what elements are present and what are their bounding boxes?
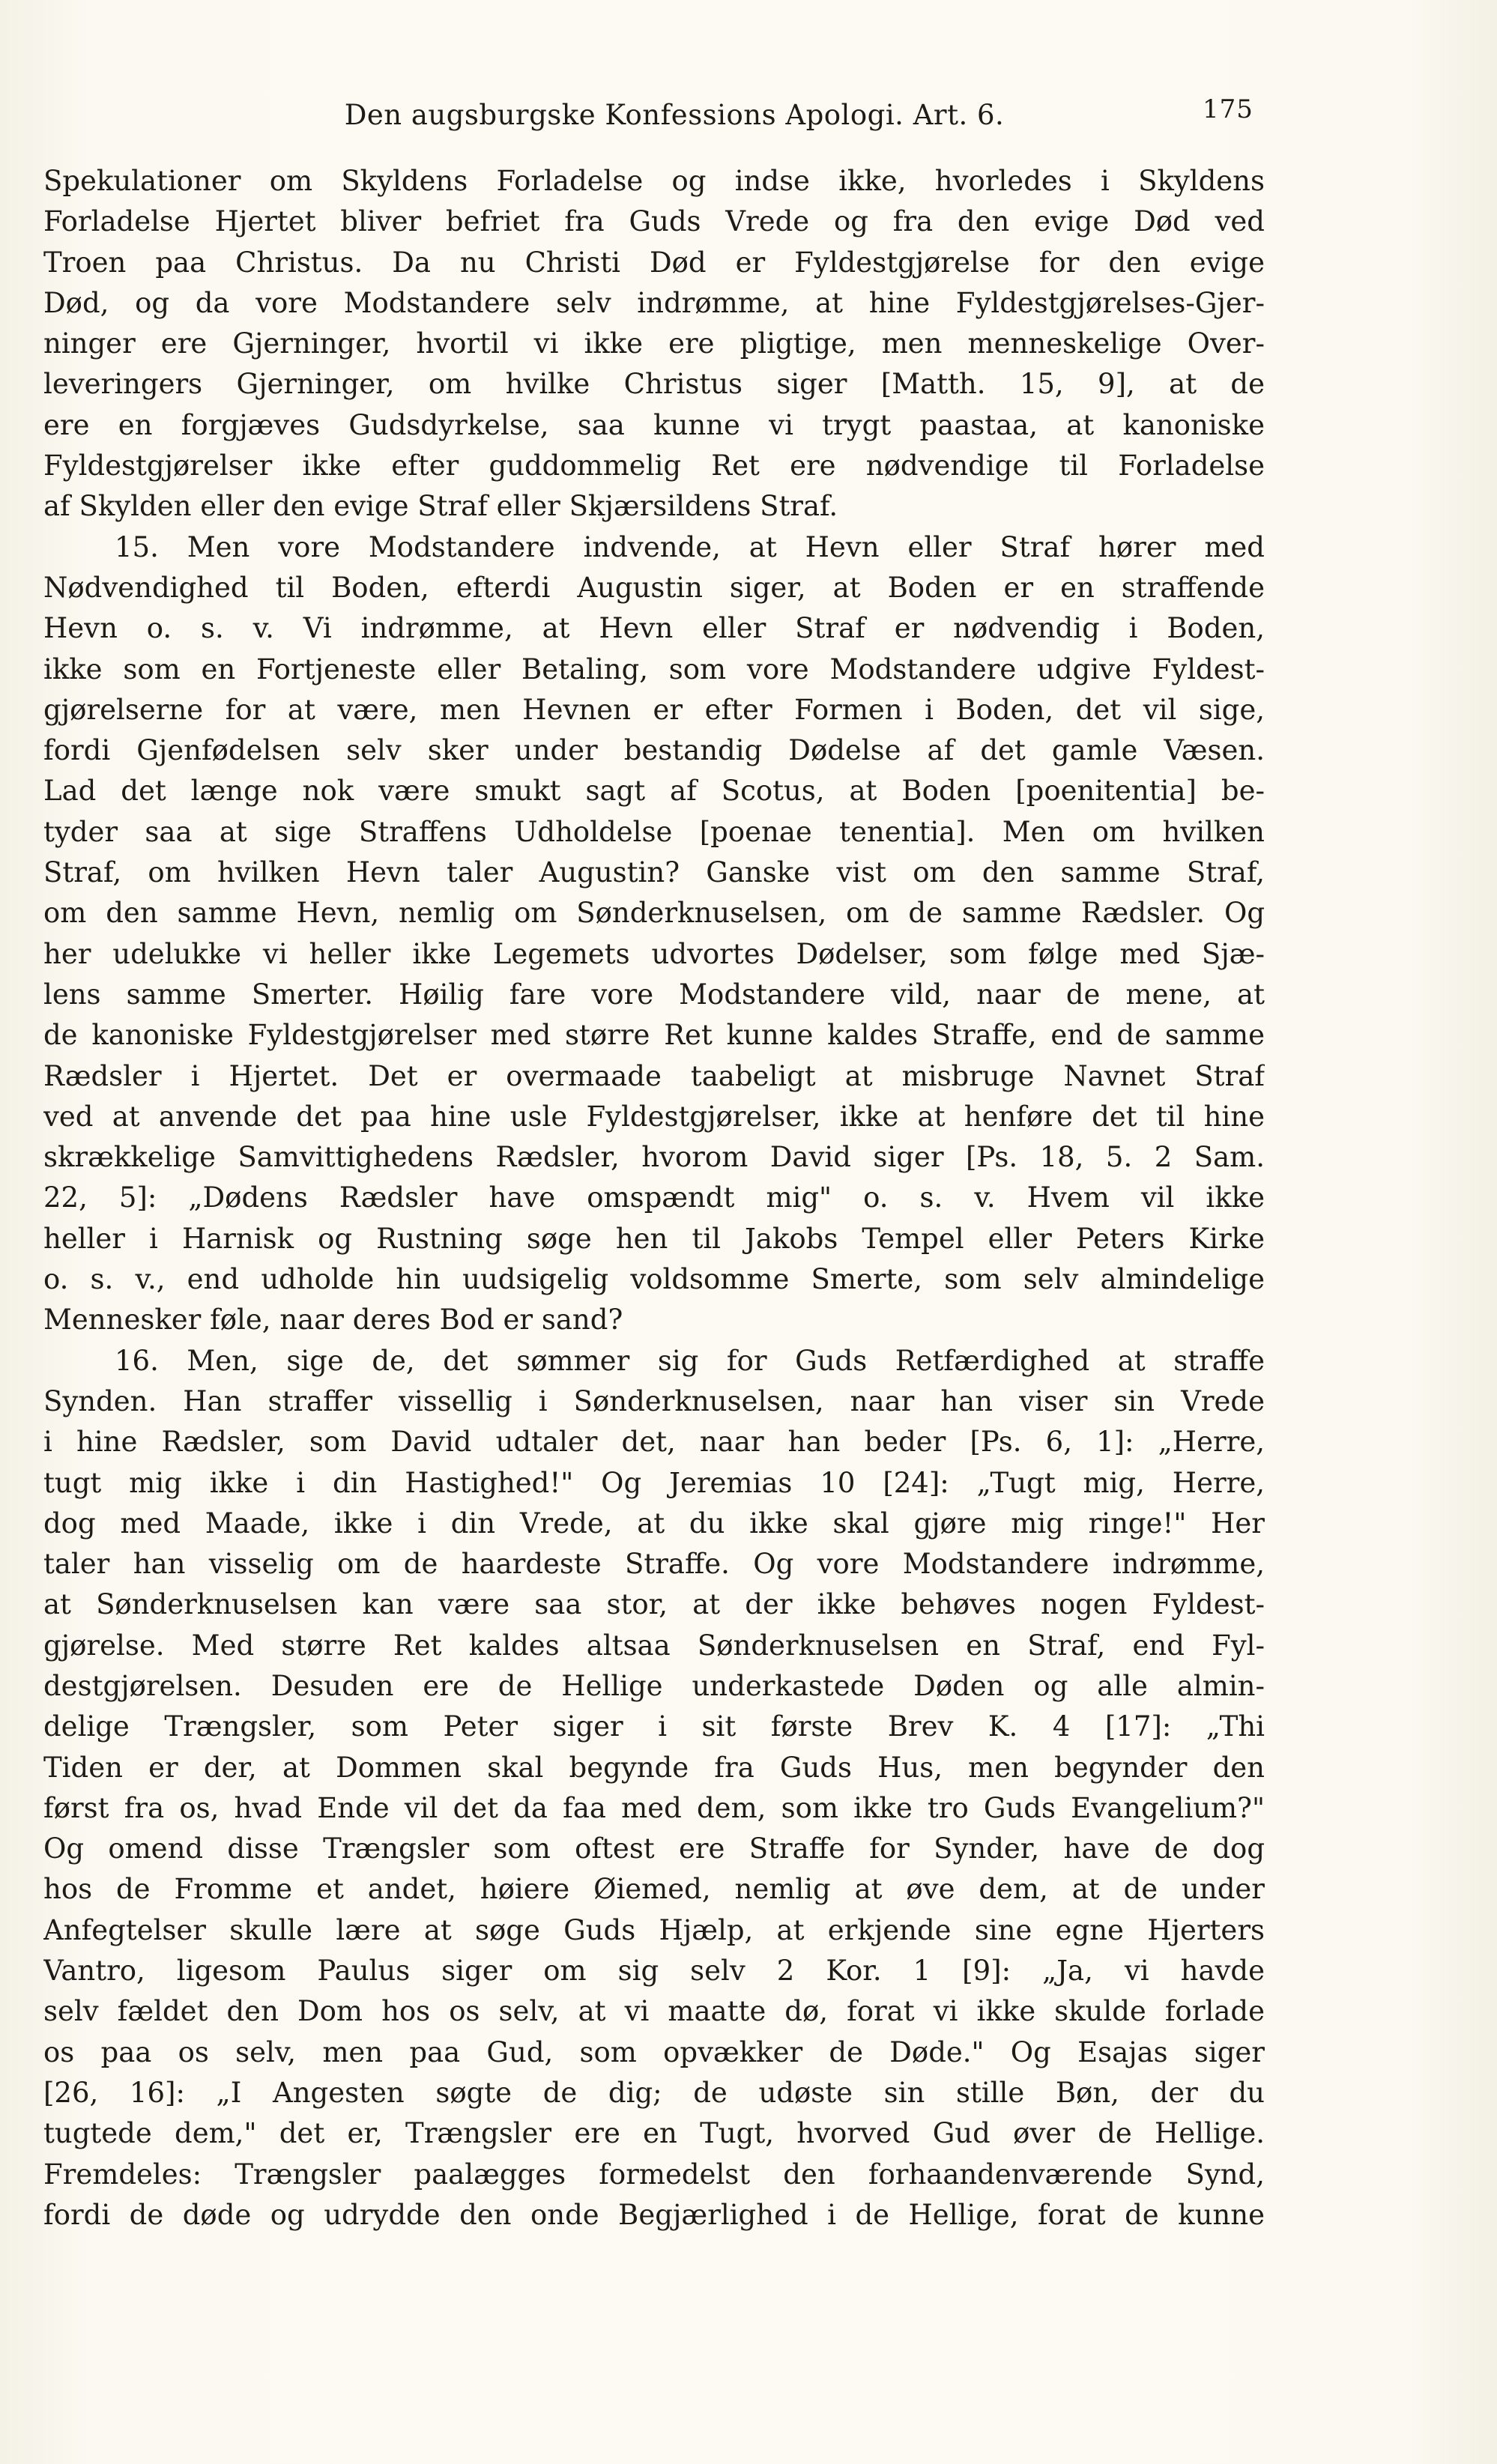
text-line: Mennesker føle, naar deres Bod er sand? <box>43 1304 623 1337</box>
text-line: af Skylden eller den evige Straf eller Skjærsildens Straf. <box>43 490 838 523</box>
paragraph-start-16: 16. Men, sige de, det sømmer sig for Guds Retfærdighed at straffe <box>115 1344 1265 1377</box>
text-line: heller i Harnisk og Rustning søge hen til Jakobs Tempel eller Peters Kirke <box>43 1222 1265 1255</box>
text-line: dog med Maade, ikke i din Vrede, at du ikke skal gjøre mig ringe!" Her <box>43 1507 1265 1540</box>
text-line: Spekulationer om Skyldens Forladelse og indse ikke, hvorledes i Skyldens <box>43 165 1265 197</box>
text-line: de kanoniske Fyldestgjørelser med større Ret kunne kaldes Straffe, end de samme <box>43 1019 1265 1052</box>
text-line: Og omend disse Trængsler som oftest ere Straffe for Synder, have de dog <box>43 1832 1265 1865</box>
text-line: lens samme Smerter. Høilig fare vore Modstandere vild, naar de mene, at <box>43 978 1265 1011</box>
text-line: Troen paa Christus. Da nu Christi Død er Fyldestgjørelse for den evige <box>43 246 1265 279</box>
text-line: først fra os, hvad Ende vil det da faa med dem, som ikke tro Guds Evangelium?" <box>43 1791 1265 1824</box>
text-line: Vantro, ligesom Paulus siger om sig selv 2 Kor. 1 [9]: „Ja, vi havde <box>43 1955 1265 1988</box>
running-head: Den augsburgske Konfessions Apologi. Art. 6. <box>344 99 1005 131</box>
text-line: tyder saa at sige Straffens Udholdelse [poenae tenentia]. Men om hvilken <box>43 815 1265 848</box>
text-line: i hine Rædsler, som David udtaler det, naar han beder [Ps. 6, 1]: „Herre, <box>43 1426 1265 1459</box>
paragraph-start-15: 15. Men vore Modstandere indvende, at Hevn eller Straf hører med <box>115 530 1265 563</box>
text-line: Fremdeles: Trængsler paalægges formedelst den forhaandenværende Synd, <box>43 2158 1265 2191</box>
text-line: at Sønderknuselsen kan være saa stor, at der ikke behøves nogen Fyldest- <box>43 1588 1265 1621</box>
text-line: Lad det længe nok være smukt sagt af Scotus, at Boden [poenitentia] be- <box>43 775 1265 808</box>
page-header <box>45 90 1319 142</box>
text-line: Straf, om hvilken Hevn taler Augustin? Ganske vist om den samme Straf, <box>43 856 1265 889</box>
text-line: gjørelserne for at være, men Hevnen er efter Formen i Boden, det vil sige, <box>43 693 1265 726</box>
text-line: fordi de døde og udrydde den onde Begjærlighed i de Hellige, forat de kunne <box>43 2198 1265 2231</box>
text-line: Forladelse Hjertet bliver befriet fra Guds Vrede og fra den evige Død ved <box>43 205 1265 238</box>
text-line: taler han visselig om de haardeste Straffe. Og vore Modstandere indrømme, <box>43 1548 1265 1581</box>
text-line: om den samme Hevn, nemlig om Sønderknuselsen, om de samme Rædsler. Og <box>43 897 1265 930</box>
text-line: leveringers Gjerninger, om hvilke Christus siger [Matth. 15, 9], at de <box>43 368 1265 401</box>
text-line: ved at anvende det paa hine usle Fyldestgjørelser, ikke at henføre det til hine <box>43 1100 1265 1133</box>
text-line: tugtede dem," det er, Trængsler ere en Tugt, hvorved Gud øver de Hellige. <box>43 2117 1265 2150</box>
text-line: Fyldestgjørelser ikke efter guddommelig Ret ere nødvendige til Forladelse <box>43 449 1265 482</box>
text-line: her udelukke vi heller ikke Legemets udvortes Dødelser, som følge med Sjæ- <box>43 937 1265 970</box>
text-line: Tiden er der, at Dommen skal begynde fra Guds Hus, men begynder den <box>43 1751 1265 1784</box>
text-line: Hevn o. s. v. Vi indrømme, at Hevn eller Straf er nødvendig i Boden, <box>43 612 1265 645</box>
text-line: hos de Fromme et andet, høiere Øiemed, nemlig at øve dem, at de under <box>43 1873 1265 1906</box>
text-line: ikke som en Fortjeneste eller Betaling, som vore Modstandere udgive Fyldest- <box>43 653 1265 685</box>
text-line: o. s. v., end udholde hin uudsigelig voldsomme Smerte, som selv almindelige <box>43 1263 1265 1296</box>
text-line: tugt mig ikke i din Hastighed!" Og Jeremias 10 [24]: „Tugt mig, Herre, <box>43 1466 1265 1499</box>
text-line: selv fældet den Dom hos os selv, at vi maatte dø, forat vi ikke skulde forlade <box>43 1995 1265 2028</box>
text-line: delige Trængsler, som Peter siger i sit første Brev K. 4 [17]: „Thi <box>43 1710 1265 1743</box>
page-number: 175 <box>1203 94 1253 124</box>
text-line: fordi Gjenfødelsen selv sker under bestandig Dødelse af det gamle Væsen. <box>43 734 1265 767</box>
text-line: Anfegtelser skulle lære at søge Guds Hjælp, at erkjende sine egne Hjerters <box>43 1913 1265 1946</box>
body-text <box>43 161 1265 2236</box>
text-line: gjørelse. Med større Ret kaldes altsaa Sønderknuselsen en Straf, end Fyl- <box>43 1629 1265 1662</box>
text-line: skrækkelige Samvittighedens Rædsler, hvorom David siger [Ps. 18, 5. 2 Sam. <box>43 1141 1265 1174</box>
text-line: 22, 5]: „Dødens Rædsler have omspændt mig" o. s. v. Hvem vil ikke <box>43 1181 1265 1214</box>
text-line: Død, og da vore Modstandere selv indrømme, at hine Fyldestgjørelses-Gjer- <box>43 286 1265 319</box>
text-line: ninger ere Gjerninger, hvortil vi ikke ere pligtige, men menneskelige Over- <box>43 327 1265 360</box>
text-line: ere en forgjæves Gudsdyrkelse, saa kunne vi trygt paastaa, at kanoniske <box>43 408 1265 441</box>
text-line: [26, 16]: „I Angesten søgte de dig; de udøste sin stille Bøn, der du <box>43 2076 1265 2109</box>
text-line: Rædsler i Hjertet. Det er overmaade taabeligt at misbruge Navnet Straf <box>43 1059 1265 1092</box>
text-line: destgjørelsen. Desuden ere de Hellige underkastede Døden og alle almin- <box>43 1669 1265 1702</box>
text-line: Synden. Han straffer vissellig i Sønderknuselsen, naar han viser sin Vrede <box>43 1384 1265 1417</box>
text-line: os paa os selv, men paa Gud, som opvækker de Døde." Og Esajas siger <box>43 2035 1265 2068</box>
text-line: Nødvendighed til Boden, efterdi Augustin siger, at Boden er en straffende <box>43 571 1265 604</box>
